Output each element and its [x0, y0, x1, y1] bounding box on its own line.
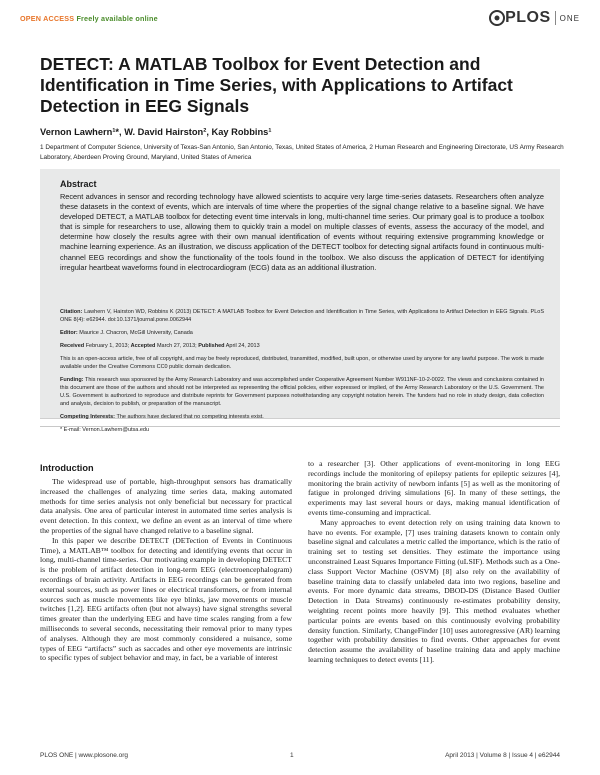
- paragraph: In this paper we describe DETECT (DETection of Events in Continuous Time), a MATLAB™ toolbox for detecting and identifying events that occur in long, multi-channel time-series. Our motivating example in developing DETECT is the problem of artifact detection in long-term EEG (electroencephalogram) recordings of brain activity. Artifacts in EEG recordings can be generated from external sources, such as power lines or electrical transformers, or from internal sources such as muscle movements like eye blinks, jaw movements or muscle twitches [1,2]. EEG artifacts often (but not always) have signal strengths several times greater than the underlying EEG and have time scales ranging from a few milliseconds to several seconds, necessitating their removal prior to many types of analyses. Although they are most commonly considered a nuisance, some types of EEG “artifacts” such as saccades and other eye movements are intrinsic to specific types of subject behavior and may, in fact, be a variable of interest: [40, 535, 292, 663]
- accepted-label: Accepted: [130, 343, 156, 349]
- email-line[interactable]: * E-mail: Vernon.Lawhern@utsa.edu: [60, 427, 150, 433]
- accepted-date: March 27, 2013;: [156, 343, 197, 349]
- freely-available-label: Freely available online: [76, 14, 158, 23]
- article-title: DETECT: A MATLAB Toolbox for Event Detection and Identification in Time Series, with Applications to Artifact Detection in EEG Signals: [40, 54, 513, 116]
- plos-logo-icon: [489, 10, 505, 26]
- open-access-badge: [20, 14, 158, 23]
- received-label: Received: [60, 343, 85, 349]
- citation-label: Citation:: [60, 309, 83, 315]
- editor-label: Editor:: [60, 330, 78, 336]
- plos-one-logo: [489, 8, 580, 28]
- body-column-right: [308, 459, 560, 665]
- received-date: February 1, 2013;: [85, 343, 130, 349]
- citation-text: Lawhern V, Hairston WD, Robbins K (2013) DETECT: A MATLAB Toolbox for Event Detection and Identification in Time Series, with Applications to Artifact Detection in EEG Signals. PLoS ONE 8(4): e62944. doi:10.1371/journal.pone.0062944: [60, 309, 544, 323]
- access-label: ACCESS: [43, 14, 75, 23]
- article-metadata: [60, 308, 544, 439]
- abstract-text: Recent advances in sensor and recording technology have allowed scientists to acquire very large time-series datasets. Researchers often analyze these datasets in the context of events, which are intervals of time where the properties of the signal change relative to a baseline signal. We have developed DETECT, a MATLAB toolbox for detecting event time intervals in long, multi-channel time series. Our primary goal is to produce a toolbox that is simple for researchers to use, allowing them to quickly train a model on multiple classes of events, assess the accuracy of the model, and determine how closely the results agree with their own manual identification of events without requiring extensive programming knowledge or machine learning experience. As an illustration, we discuss application of the DETECT toolbox for detecting signal artifacts found in continuous multi-channel EEG recordings and show the functionality of the tools found in the toolbox. We also discuss the application of DETECT for identifying irregular heartbeat waveforms found in electrocardiogram (ECG) data as an additional illustration.: [60, 192, 544, 272]
- journal-header: [0, 0, 600, 42]
- footer-issue: April 2013 | Volume 8 | Issue 4 | e62944: [445, 752, 560, 759]
- abstract-heading: Abstract: [60, 179, 97, 189]
- author-affiliations: 1 Department of Computer Science, University of Texas-San Antonio, San Antonio, Texas, United States of America, 2 Human Research and Engineering Directorate, US Army Research Laboratory, Aberdeen Proving Ground, Maryland, United States of America: [40, 144, 564, 161]
- editor-text: Maurice J. Chacron, McGill University, Canada: [79, 330, 193, 336]
- competing-label: Competing Interests:: [60, 414, 116, 420]
- funding-text: This research was sponsored by the Army Research Laboratory and was accomplished under Cooperative Agreement Number W911NF-10-2-0022. The views and conclusions contained in this document are those of the authors and should not be interpreted as representing the official policies, either expressed or implied, of the Army Research Laboratory or the U.S. Government. The U.S. Government is authorized to reproduce and distribute reprints for Government purposes notwithstanding any copyright notation herein. The funders had no role in study design, data collection and analysis, decision to publish, or preparation of the manuscript.: [60, 377, 544, 407]
- license-text: This is an open-access article, free of all copyright, and may be freely reproduced, distributed, transmitted, modified, built upon, or otherwise used by anyone for any lawful purpose. The work is made available under the Creative Commons CC0 public domain dedication.: [60, 356, 544, 370]
- logo-separator: [555, 11, 556, 25]
- article-authors: Vernon Lawhern¹*, W. David Hairston², Kay Robbins¹: [40, 127, 272, 137]
- journal-sub: ONE: [559, 13, 580, 23]
- published-date: April 24, 2013: [225, 343, 260, 349]
- introduction-heading: Introduction: [40, 463, 94, 473]
- section-divider: [40, 426, 560, 427]
- competing-text: The authors have declared that no competing interests exist.: [116, 414, 264, 420]
- body-column-left: [40, 477, 292, 663]
- open-access-label: OPEN: [20, 14, 42, 23]
- paragraph: The widespread use of portable, high-throughput sensors has dramatically increased the challenges of analyzing time series data, making automated methods for time series analysis not only beneficial but necessary for practical data analysis. One area of particular interest in automated time series analysis is event detection. In this context, we define an event as an interval of time where the properties of the signal have changed relative to a baseline signal.: [40, 477, 292, 535]
- footer-journal[interactable]: PLOS ONE | www.plosone.org: [40, 752, 129, 759]
- page-number: 1: [290, 752, 294, 759]
- published-label: Published: [198, 343, 225, 349]
- funding-label: Funding:: [60, 377, 84, 383]
- paragraph: to a researcher [3]. Other applications of event-monitoring in long EEG recordings include the monitoring of epilepsy patients for epileptic seizures [4], monitoring the brain activity of newborn infants [5] as well as the monitoring of fatigue in prolonged driving simulations [6]. In many of these settings, the experiments may last several hours or days, making manual identification of events time-consuming and impractical.: [308, 459, 560, 517]
- journal-name: PLOS: [505, 9, 551, 26]
- paragraph: Many approaches to event detection rely on using training data known to have no events. For example, [7] uses training datasets known to contain only baseline signal and calculates a metric called the importance, which is the ratio of training set to testing set densities. They estimate the importance using unconstrained Least Squares Importance Fitting (uLSIF). Methods such as a One-class Support Vector Machine (OSVM) [8] also rely on the availability of baseline training data to classify unlabeled data into two regions, baseline and events. For more dynamic data streams, DBOD-DS (Distance Based Outlier Detection in Data Streams) continuously re-estimates probability density, weighting recent points more heavily [9]. This method evaluates whether particular points are events based on this continuously evolving probability density function. Similarly, ChangeFinder [10] uses autoregressive (AR) learning together with probability densities to find events. Other approaches for event detection assume the availability of baseline training data and apply machine learning techniques to detect events [11].: [308, 517, 560, 664]
